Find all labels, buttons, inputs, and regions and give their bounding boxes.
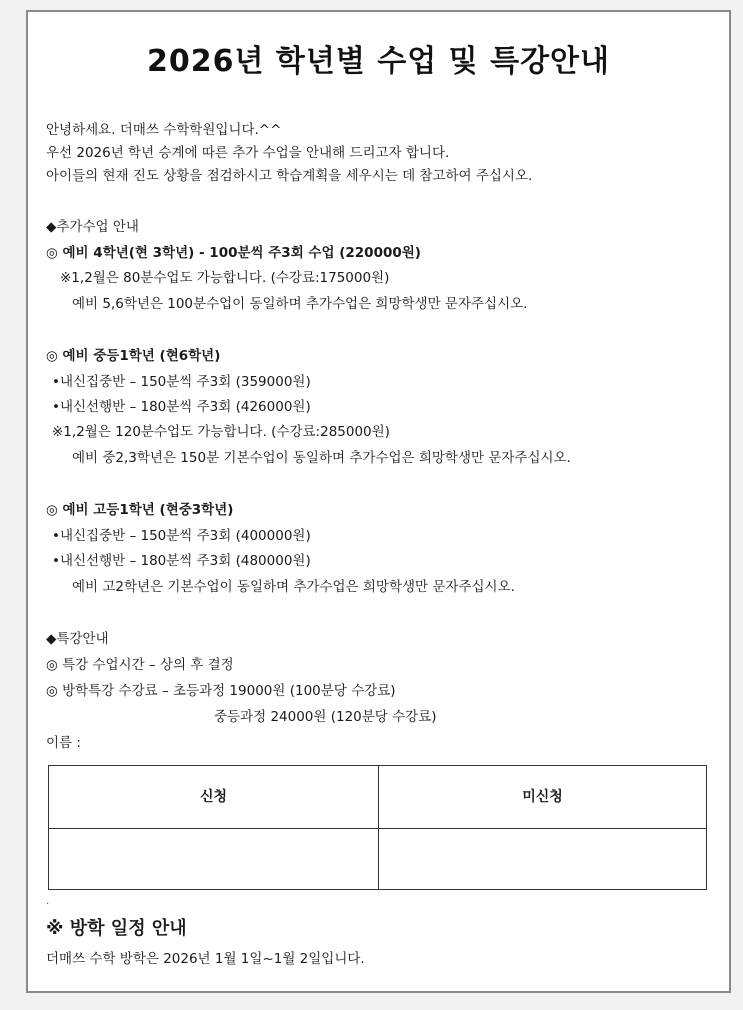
middle1-title: ◎ 예비 중등1학년 (현6학년) [46, 348, 221, 364]
intro-purpose: 우선 2026년 학년 승계에 따른 추가 수업을 안내해 드리고자 합니다. [46, 145, 450, 161]
elem4-desc: 예비 5,6학년은 100분수업이 동일하며 추가수업은 희망학생만 문자주십시오. [72, 296, 528, 312]
notice-page [26, 10, 731, 993]
table-header-not-apply: 미신청 [522, 789, 563, 805]
intro-advice: 아이들의 현재 진도 상황을 점검하시고 학습계획을 세우시는 데 참고하여 주십시오. [46, 168, 533, 184]
special-fee-middle: 중등과정 24000원 (120분당 수강료) [214, 709, 437, 725]
page-title: 2026년 학년별 수업 및 특강안내 [146, 44, 611, 79]
middle1-item-intensive: •내신집중반 – 150분씩 주3회 (359000원) [52, 374, 311, 390]
table-header-apply: 신청 [199, 789, 228, 805]
intro-greeting: 안녕하세요. 더매쓰 수학학원입니다.^^ [46, 122, 282, 138]
elem4-title: ◎ 예비 4학년(현 3학년) - 100분씩 주3회 수업 (220000원) [46, 245, 421, 261]
high1-item-intensive: •내신집중반 – 150분씩 주3회 (400000원) [52, 528, 311, 544]
middle1-note: ※1,2월은 120분수업도 가능합니다. (수강료:285000원) [52, 424, 390, 440]
high1-desc: 예비 고2학년은 기본수업이 동일하며 추가수업은 희망학생만 문자주십시오. [72, 579, 515, 595]
dot-mark: . [46, 896, 50, 907]
middle1-desc: 예비 중2,3학년은 150분 기본수업이 동일하며 추가수업은 희망학생만 문자주십시오. [72, 450, 571, 466]
high1-item-advance: •내신선행반 – 180분씩 주3회 (480000원) [52, 553, 311, 569]
name-label: 이름 : [46, 735, 81, 751]
high1-title: ◎ 예비 고등1학년 (현중3학년) [46, 502, 234, 518]
special-section-heading: ◆특강안내 [46, 631, 109, 647]
not-apply-cell[interactable] [379, 829, 706, 890]
middle1-item-advance: •내신선행반 – 180분씩 주3회 (426000원) [52, 399, 311, 415]
vacation-text: 더매쓰 수학 방학은 2026년 1월 1일~1월 2일입니다. [46, 951, 365, 967]
apply-cell[interactable] [49, 829, 378, 890]
extra-section-heading: ◆추가수업 안내 [46, 219, 139, 235]
vacation-title: ※ 방학 일정 안내 [46, 918, 187, 939]
application-table [48, 765, 707, 890]
elem4-note: ※1,2월은 80분수업도 가능합니다. (수강료:175000원) [60, 270, 390, 286]
special-fee-elementary: ◎ 방학특강 수강료 – 초등과정 19000원 (100분당 수강료) [46, 683, 396, 699]
special-time: ◎ 특강 수업시간 – 상의 후 결정 [46, 657, 234, 673]
